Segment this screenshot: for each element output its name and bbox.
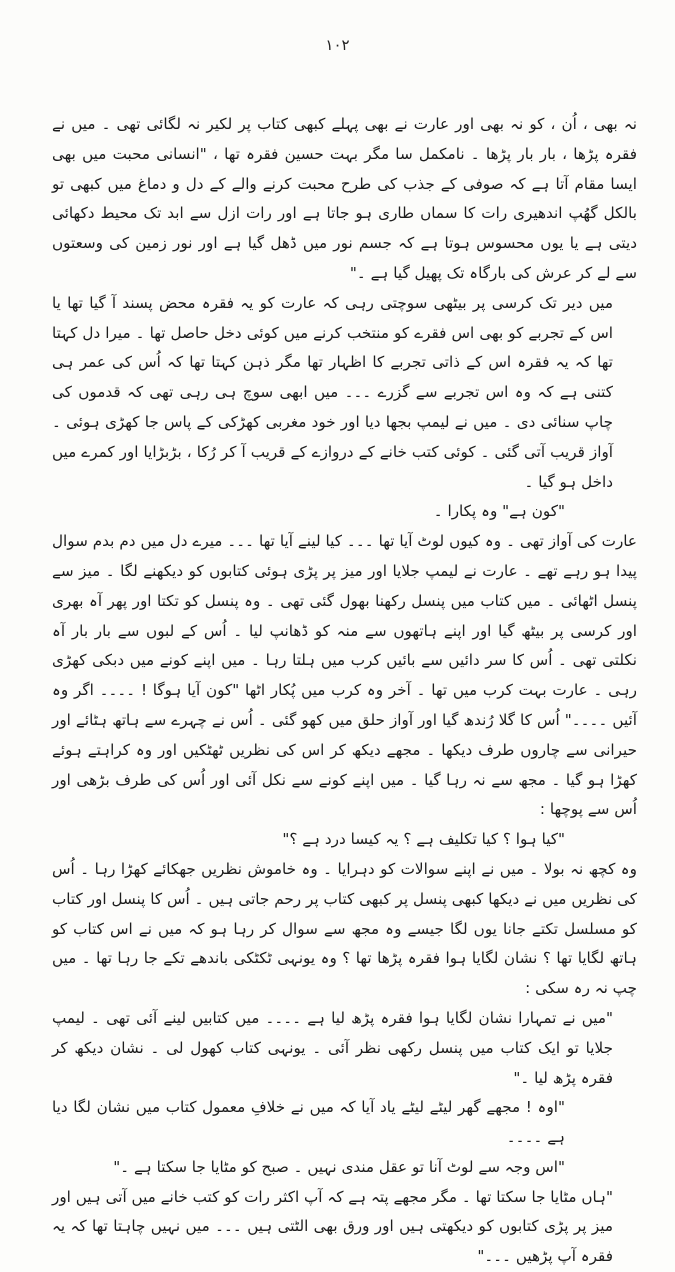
dialogue-line: "اس وجہ سے لوٹ آنا تو عقل مندی نہیں ۔ صبح کو مٹایا جا سکتا ہے ۔"	[113, 1157, 565, 1176]
paragraph: میں دیر تک کرسی پر بیٹھی سوچتی رہی کہ عارت کو یہ فقرہ محض پسند آ گیا تھا یا اس کے تجربے کو بھی اس فقرے کو منتخب کرنے میں کوئی دخل حاصل تھا ۔ میرا دل کہتا تھا کہ یہ فقرہ اس کے ذاتی تجربے کا اظہار تھا مگر ذہن کہتا تھا کہ اُس کی عمر ہی کتنی ہے کہ وہ اس تجربے سے گزرے ۔۔۔ میں ابھی سوچ ہی رہی تھی کہ قدموں کی چاپ سنائی دی ۔ میں نے لیمپ بجھا دیا اور خود مغربی کھڑکی کے پاس جا کھڑی ہوئی ۔ آواز قریب آتی گئی ۔ کوئی کتب خانے کے دروازے کے قریب آ کر رُکا ، بڑبڑایا اور کمرے میں داخل ہو گیا ۔	[52, 293, 613, 491]
paragraph: "میں نے تمہارا نشان لگایا ہوا فقرہ پڑھ لیا ہے ۔۔۔۔ میں کتابیں لینے آئی تھی ۔ لیمپ جلایا تو ایک کتاب میں پنسل رکھی نظر آئی ۔ یونہی کتاب کھول لی ۔ نشان دیکھ کر فقرہ پڑھ لیا ۔"	[52, 1008, 613, 1087]
dialogue-line: "کیا ہوا ؟ کیا تکلیف ہے ؟ یہ کیسا درد ہے ؟"	[282, 830, 565, 849]
paragraph: "ہاں مٹایا جا سکتا تھا ۔ مگر مجھے پتہ ہے کہ آپ اکثر رات کو کتب خانے میں آتی ہیں اور میز پر پڑی کتابوں کو دیکھتی ہیں اور ورق بھی الٹتی ہیں ۔۔۔ میں نہیں چاہتا تھا کہ یہ فقرہ آپ پڑھیں ۔۔۔"	[52, 1187, 613, 1266]
dialogue-line: "کون ہے" وہ پکارا ۔	[433, 502, 565, 521]
dialogue-line: "اوہ ! مجھے گھر لیٹے لیٹے یاد آیا کہ میں نے خلافِ معمول کتاب میں نشان لگا دیا ہے ۔۔۔۔	[52, 1098, 565, 1147]
page-body	[52, 110, 637, 1272]
page-number: ۱۰۲	[325, 36, 350, 54]
paragraph: وہ کچھ نہ بولا ۔ میں نے اپنے سوالات کو دہرایا ۔ وہ خاموش نظریں جھکائے کھڑا رہا ۔ اُس کی نظریں میں نے دیکھا کبھی پنسل پر کبھی کتاب پر رحم جاتی ہیں ۔ اُس کا پنسل اور کتاب کو مسلسل تکتے جانا یوں لگا جیسے وہ مجھ سے سوال کر رہا ہو کہ میں نے اس کتاب کو ہاتھ لگایا تھا ؟ نشان لگایا ہوا فقرہ پڑھا تھا ؟ وہ یونہی ٹکٹکی باندھے تکے جا رہا تھا ۔ میں چپ نہ رہ سکی :	[52, 859, 637, 998]
paragraph: نہ بھی ، اُن ، کو نہ بھی اور عارت نے بھی پہلے کبھی کتاب پر لکیر نہ لگائی تھی ۔ میں نے فقرہ پڑھا ، بار بار پڑھا ۔ نامکمل سا مگر بہت حسین فقرہ تھا ، "انسانی محبت میں بھی ایسا مقام آتا ہے کہ صوفی کے جذب کی طرح محبت کرنے والے کے دل و دماغ میں کبھی تو بالکل گھُپ اندھیری رات کا سماں طاری ہو جاتا ہے اور رات ازل سے ابد تک محیط دکھائی دیتی ہے یا یوں محسوس ہوتا ہے کہ جسم نور میں ڈھل گیا ہے اور نور زمین کی وسعتوں سے لے کر عرش کی بارگاہ تک پھیل گیا ہے ۔"	[52, 115, 637, 282]
paragraph: عارت کی آواز تھی ۔ وہ کیوں لوٹ آیا تھا ۔۔۔ کیا لینے آیا تھا ۔۔۔ میرے دل میں دم بدم سوال پیدا ہو رہے تھے ۔ عارت نے لیمپ جلایا اور میز پر پڑی ہوئی کتابوں کو دیکھنے لگا ۔ میز سے پنسل اٹھائی ۔ میں کتاب میں پنسل رکھنا بھول گئی تھی ۔ وہ پنسل کو تکتا اور پھر آہ بھری اور کرسی پر بیٹھ گیا اور اپنے ہاتھوں سے منہ کو ڈھانپ لیا ۔ اُس کے لبوں سے بار بار آہ نکلتی تھی ۔ اُس کا سر دائیں سے بائیں کرب میں ہلتا رہا ۔ میں اپنے کونے میں دبکی کھڑی رہی ۔ عارت بہت کرب میں تھا ۔ آخر وہ کرب میں پُکار اٹھا "کون آیا ہوگا ! ۔۔۔۔ اگر وہ آئیں ۔۔۔۔" اُس کا گلا رُندھ گیا اور آواز حلق میں کھو گئی ۔ اُس نے چہرے سے ہاتھ ہٹائے اور حیرانی سے چاروں طرف دیکھا ۔ مجھے دیکھ کر اس کی نظریں ٹھٹکیں اور وہ کراہتے ہوئے کھڑا ہو گیا ۔ مجھ سے نہ رہا گیا ۔ میں اپنے کونے سے نکل آئی اور اُس کی طرف بڑھی اور اُس سے پوچھا :	[52, 532, 637, 819]
